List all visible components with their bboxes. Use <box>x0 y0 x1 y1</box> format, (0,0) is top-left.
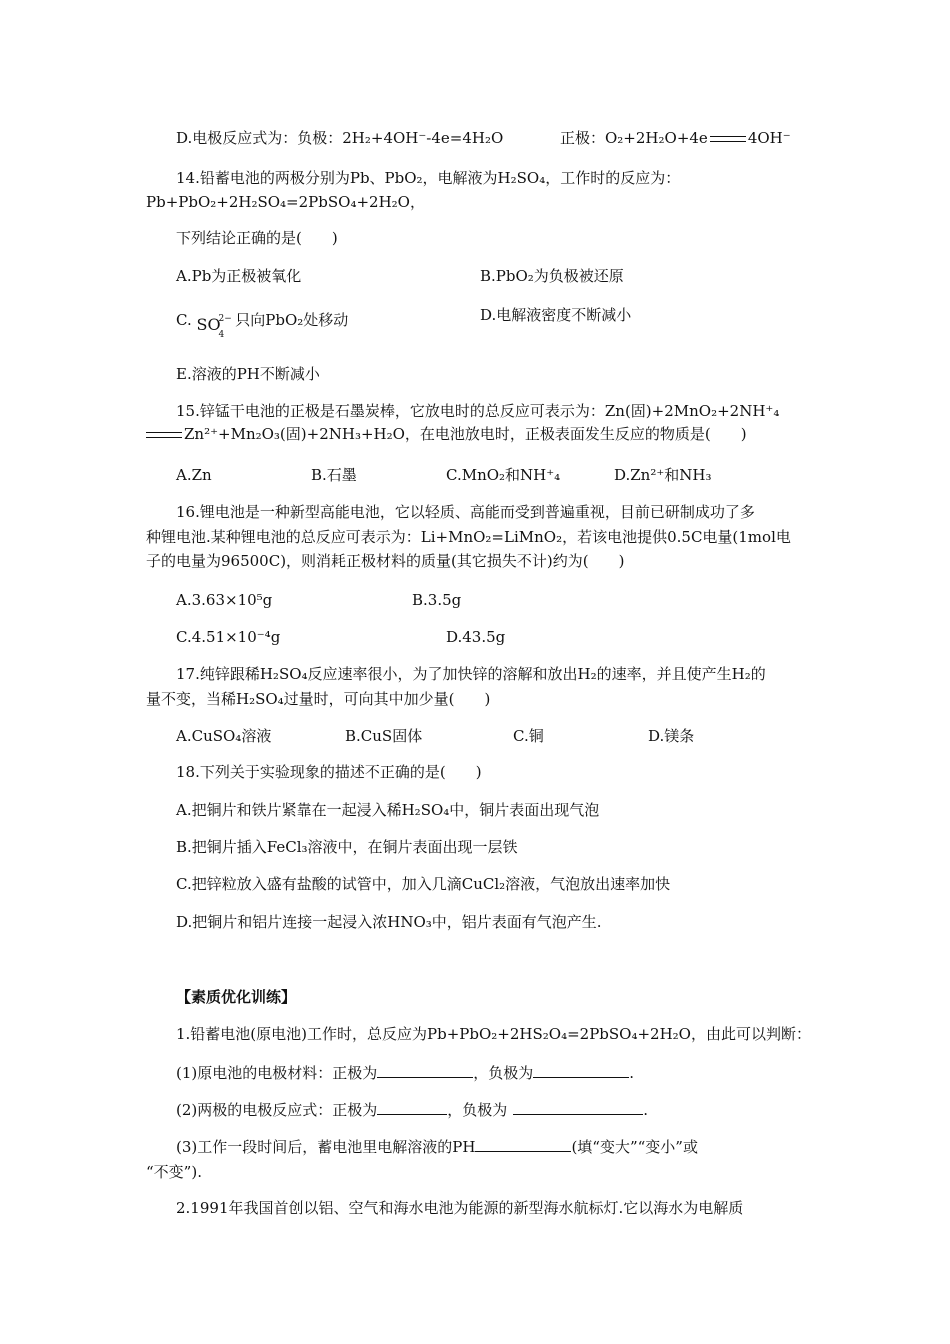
q14-option-c-prefix: C. <box>176 311 192 329</box>
q17-option-b: B.CuS固体 <box>345 727 423 745</box>
q14-stem-line2: Pb+PbO₂+2H₂SO₄=2PbSO₄+2H₂O， <box>146 193 425 211</box>
p1-sub3-label2: (填“变大”“变小”或 <box>571 1138 698 1156</box>
q14-option-b: B.PbO₂为负极被还原 <box>480 267 624 285</box>
p1-sub2-end: . <box>643 1101 649 1119</box>
q17-stem-line1: 17.纯锌跟稀H₂SO₄反应速率很小，为了加快锌的溶解和放出H₂的速率，并且使产生H₂的 <box>176 665 766 683</box>
q15-option-d: D.Zn²⁺和NH₃ <box>614 466 712 484</box>
q15-option-c: C.MnO₂和NH⁺₄ <box>446 466 561 484</box>
sulfate-ion-charge: 2− <box>218 314 232 324</box>
answer-blank[interactable] <box>533 1062 629 1078</box>
answer-blank[interactable] <box>475 1136 571 1152</box>
p1-sub1-label2: ，负极为 <box>473 1064 534 1082</box>
q16-stem-line3: 子的电量为96500C)，则消耗正极材料的质量(其它损失不计)约为( ) <box>146 552 625 570</box>
p1-sub1 <box>176 1062 634 1083</box>
equals-sign-icon <box>710 136 746 142</box>
q15-stem-line2 <box>146 424 747 444</box>
q17-option-a: A.CuSO₄溶液 <box>176 727 272 745</box>
q15-stem-line2-text: Zn²⁺+Mn₂O₃(固)+2NH₃+H₂O，在电池放电时，正极表面发生反应的物质是( ) <box>184 425 747 443</box>
sulfate-ion-symbol: SO <box>196 315 221 334</box>
q16-stem-line1: 16.锂电池是一种新型高能电池，它以轻质、高能而受到普遍重视，目前已研制成功了多 <box>176 503 755 521</box>
q15-option-a: A.Zn <box>176 466 212 484</box>
q14-stem-line3: 下列结论正确的是( ) <box>176 229 338 247</box>
p1-stem: 1.铅蓄电池(原电池)工作时，总反应为Pb+PbO₂+2HS₂O₄=2PbSO₄+2H₂O，由此可以判断： <box>176 1025 811 1043</box>
q14-option-a: A.Pb为正极被氧化 <box>176 267 302 285</box>
answer-blank[interactable] <box>377 1099 447 1115</box>
q13-positive-product: 4OH⁻ <box>747 129 791 147</box>
p1-sub3 <box>176 1136 698 1157</box>
q15-stem-line1: 15.锌锰干电池的正极是石墨炭棒，它放电时的总反应可表示为：Zn(固)+2MnO₂+2NH⁺₄ <box>176 402 780 420</box>
q16-option-a: A.3.63×10⁵g <box>176 591 273 609</box>
q17-option-c: C.铜 <box>513 727 544 745</box>
sulfate-ion-subscript: 4 <box>218 330 225 340</box>
equals-sign-icon <box>146 432 182 438</box>
q16-option-d: D.43.5g <box>446 628 506 646</box>
p1-sub2 <box>176 1099 648 1120</box>
q16-option-c: C.4.51×10⁻⁴g <box>176 628 281 646</box>
q18-option-c: C.把锌粒放入盛有盐酸的试管中，加入几滴CuCl₂溶液，气泡放出速率加快 <box>176 875 671 893</box>
q18-option-a: A.把铜片和铁片紧靠在一起浸入稀H₂SO₄中，铜片表面出现气泡 <box>176 801 600 819</box>
q13-option-d: D.电极反应式为：负极：2H₂+4OH⁻-4e=4H₂O <box>176 129 504 147</box>
q14-stem-line1: 14.铅蓄电池的两极分别为Pb、PbO₂，电解液为H₂SO₄，工作时的反应为： <box>176 169 681 187</box>
section-title: 【素质优化训练】 <box>176 988 297 1006</box>
p1-sub1-label: (1)原电池的电极材料：正极为 <box>176 1064 378 1082</box>
q13-option-d-positive <box>560 128 791 148</box>
q17-option-d: D.镁条 <box>648 727 695 745</box>
q16-option-b: B.3.5g <box>412 591 462 609</box>
q15-option-b: B.石墨 <box>311 466 357 484</box>
q14-option-c <box>176 305 349 340</box>
q18-option-b: B.把铜片插入FeCl₃溶液中，在铜片表面出现一层铁 <box>176 838 518 856</box>
p1-sub3-label: (3)工作一段时间后，蓄电池里电解溶液的PH <box>176 1138 476 1156</box>
p1-sub2-label2: ，负极为 <box>447 1101 508 1119</box>
q13-positive-text: 正极：O₂+2H₂O+4e <box>560 129 708 147</box>
q17-stem-line2: 量不变，当稀H₂SO₄过量时，可向其中加少量( ) <box>146 690 491 708</box>
q14-option-c-text: 只向PbO₂处移动 <box>235 311 349 329</box>
q14-option-e: E.溶液的PH不断减小 <box>176 365 320 383</box>
q16-stem-line2: 种锂电池.某种锂电池的总反应可表示为：Li+MnO₂=LiMnO₂，若该电池提供0.5C电量(1mol电 <box>146 528 791 546</box>
p2-stem: 2.1991年我国首创以铝、空气和海水电池为能源的新型海水航标灯.它以海水为电解质 <box>176 1199 744 1217</box>
p1-sub2-label: (2)两极的电极反应式：正极为 <box>176 1101 378 1119</box>
p1-sub3-line2: “不变”). <box>146 1163 202 1181</box>
sulfate-ion-formula <box>196 305 232 340</box>
answer-blank[interactable] <box>513 1099 643 1115</box>
q14-option-d: D.电解液密度不断减小 <box>480 306 632 324</box>
answer-blank[interactable] <box>377 1062 473 1078</box>
q18-option-d: D.把铜片和铝片连接一起浸入浓HNO₃中，铝片表面有气泡产生. <box>176 913 602 931</box>
q18-stem: 18.下列关于实验现象的描述不正确的是( ) <box>176 763 482 781</box>
p1-sub1-end: . <box>629 1064 635 1082</box>
